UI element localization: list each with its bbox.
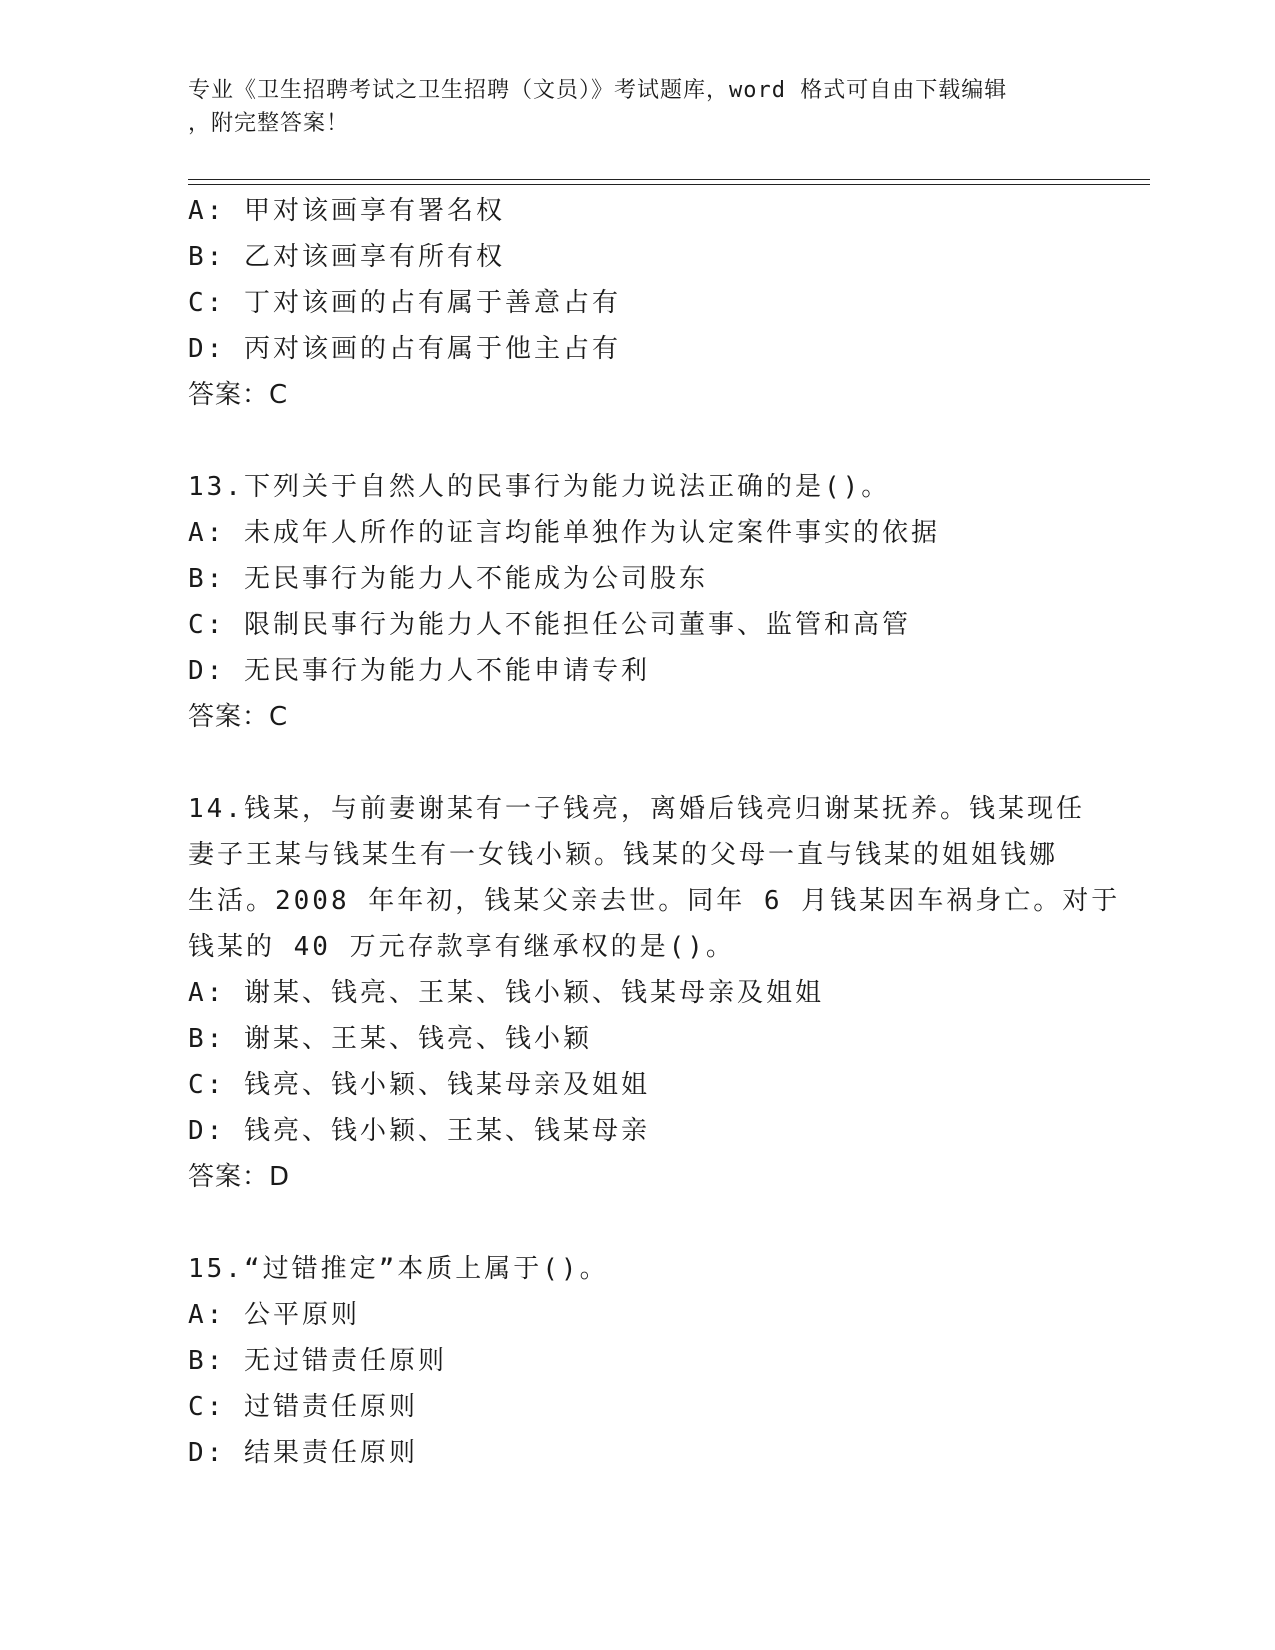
question-stem-line-1: 14.钱某，与前妻谢某有一子钱亮，离婚后钱亮归谢某抚养。钱某现任	[188, 794, 1085, 824]
spacer	[188, 418, 1088, 464]
question-12-continued	[188, 188, 1088, 418]
option-d: D: 无民事行为能力人不能申请专利	[188, 656, 650, 686]
option-b: B: 无民事行为能力人不能成为公司股东	[188, 564, 708, 594]
answer-line: 答案：D	[188, 1162, 291, 1192]
option-c: C: 限制民事行为能力人不能担任公司董事、监管和高管	[188, 610, 911, 640]
header-divider-top	[188, 179, 1150, 180]
question-list	[188, 188, 1121, 1476]
option-d: D: 结果责任原则	[188, 1438, 418, 1468]
question-stem-line-4: 钱某的 40 万元存款享有继承权的是()。	[188, 932, 735, 962]
spacer	[188, 740, 1088, 786]
answer-line: 答案：C	[188, 380, 289, 410]
option-d: D: 丙对该画的占有属于他主占有	[188, 334, 621, 364]
document-header	[188, 74, 1088, 140]
option-a: A: 甲对该画享有署名权	[188, 196, 505, 226]
option-c: C: 丁对该画的占有属于善意占有	[188, 288, 621, 318]
header-line-2: ，附完整答案！	[188, 111, 350, 136]
question-stem-line-3: 生活。2008 年年初，钱某父亲去世。同年 6 月钱某因车祸身亡。对于	[188, 886, 1121, 916]
option-b: B: 谢某、王某、钱亮、钱小颖	[188, 1024, 592, 1054]
option-b: B: 乙对该画享有所有权	[188, 242, 505, 272]
spacer	[188, 1200, 1088, 1246]
question-15	[188, 1246, 1088, 1476]
question-13	[188, 464, 1088, 740]
option-d: D: 钱亮、钱小颖、王某、钱某母亲	[188, 1116, 650, 1146]
question-stem: 13.下列关于自然人的民事行为能力说法正确的是()。	[188, 472, 891, 502]
header-line-1: 专业《卫生招聘考试之卫生招聘（文员）》考试题库，word 格式可自由下载编辑	[188, 78, 1008, 103]
question-stem: 15.“过错推定”本质上属于()。	[188, 1254, 609, 1284]
option-c: C: 钱亮、钱小颖、钱某母亲及姐姐	[188, 1070, 650, 1100]
option-c: C: 过错责任原则	[188, 1392, 418, 1422]
option-a: A: 未成年人所作的证言均能单独作为认定案件事实的依据	[188, 518, 940, 548]
question-stem-line-2: 妻子王某与钱某生有一女钱小颖。钱某的父母一直与钱某的姐姐钱娜	[188, 840, 1059, 870]
header-divider-bottom	[188, 184, 1150, 185]
answer-line: 答案：C	[188, 702, 289, 732]
option-a: A: 公平原则	[188, 1300, 360, 1330]
question-14	[188, 786, 1121, 1200]
option-a: A: 谢某、钱亮、王某、钱小颖、钱某母亲及姐姐	[188, 978, 824, 1008]
option-b: B: 无过错责任原则	[188, 1346, 447, 1376]
